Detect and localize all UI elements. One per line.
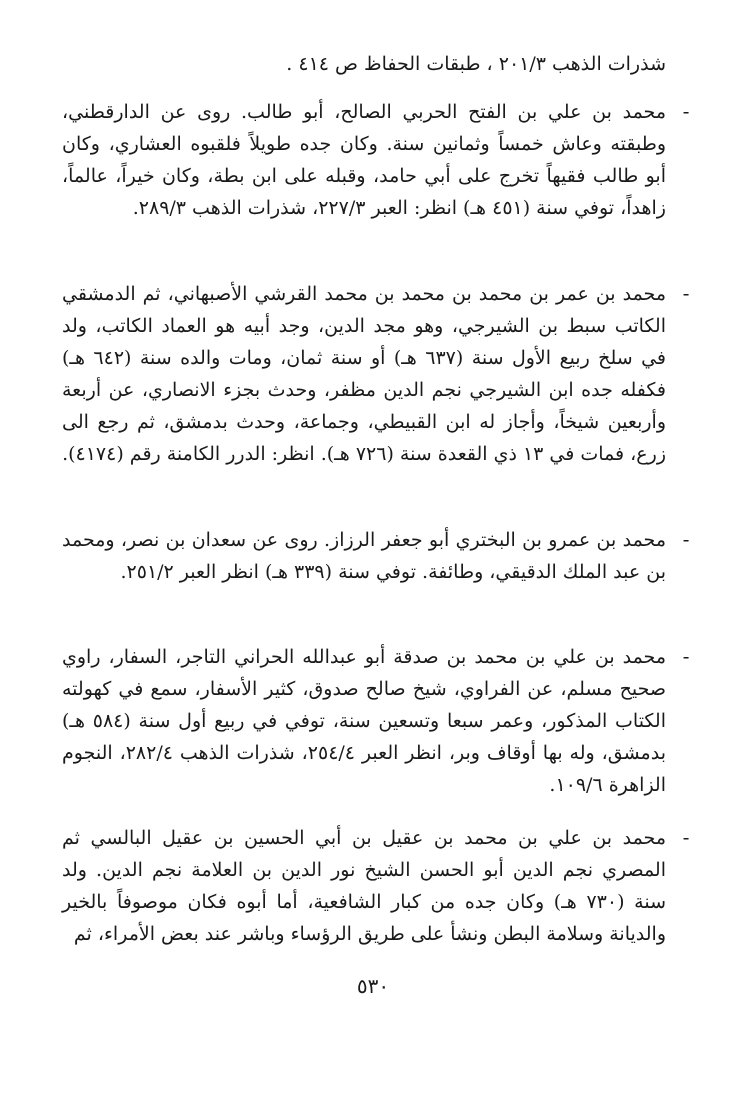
entry-text: محمد بن علي بن الفتح الحربي الصالح، أبو طالب. روى عن الدارقطني، وطبقته وعاش خمساً وثمانين سنة. وكان جده طويلاً فلقبوه العشاري، وكان أبو طالب فقيهاً تخرج على أبي حامد، وقبله على ابن بطة، وكان خيراً، عالماً، زاهداً، توفي سنة (٤٥١ هـ) انظر: العبر ٢٢٧/٣، شذرات الذهب ٢٨٩/٣.: [62, 101, 666, 219]
biography-entry: [62, 278, 690, 470]
entry-text: محمد بن عمرو بن البختري أبو جعفر الرزاز. روى عن سعدان بن نصر، ومحمد بن عبد الملك الدقيقي، وطائفة. توفي سنة (٣٣٩ هـ) انظر العبر ٢٥١/٢.: [62, 529, 666, 583]
biography-entry: [62, 641, 690, 801]
entry-marker: -: [682, 101, 690, 123]
entry-marker: -: [682, 529, 690, 551]
biography-entry: [62, 524, 690, 588]
continuation-line: شذرات الذهب ٢٠١/٣ ، طبقات الحفاظ ص ٤١٤ .: [286, 53, 666, 75]
page-number: ٥٣٠: [356, 974, 390, 998]
entry-text: محمد بن عمر بن محمد بن محمد بن محمد القرشي الأصبهاني، ثم الدمشقي الكاتب سبط بن الشيرجي، وهو مجد الدين، وجد أبيه هو العماد الكاتب، ولد في سلخ ربيع الأول سنة (٦٣٧ هـ) أو سنة ثمان، ومات والده سنة (٦٤٢ هـ) فكفله جده ابن الشيرجي نجم الدين مظفر، وحدث بجزء الانصاري، عن أربعة وأربعين شيخاً، وأجاز له ابن القبيطي، وجماعة، وحدث بدمشق، ثم رجع الى زرع، فمات في ١٣ ذي القعدة سنة (٧٢٦ هـ). انظر: الدرر الكامنة رقم (٤١٧٤).: [62, 283, 666, 465]
entry-marker: -: [682, 646, 690, 668]
entry-text: محمد بن علي بن محمد بن صدقة أبو عبدالله الحراني التاجر، السفار، راوي صحيح مسلم، عن الفراوي، شيخ صالح صدوق، كثير الأسفار، سمع في كهولته الكتاب المذكور، وعمر سبعا وتسعين سنة، توفي في ربيع أول سنة (٥٨٤ هـ) بدمشق، وله بها أوقاف وبر، انظر العبر ٢٥٤/٤، شذرات الذهب ٢٨٢/٤، النجوم الزاهرة ١٠٩/٦.: [62, 646, 666, 796]
biography-entry: [62, 822, 690, 950]
entry-marker: -: [682, 283, 690, 305]
entry-marker: -: [682, 827, 690, 849]
biography-entry: [62, 96, 690, 224]
entry-text: محمد بن علي بن محمد بن عقيل بن أبي الحسين بن عقيل البالسي ثم المصري نجم الدين أبو الحسن الشيخ نور الدين بن العلامة نجم الدين. ولد سنة (٧٣٠ هـ) وكان جده من كبار الشافعية، أما أبوه فكان موصوفاً بالخير والديانة وسلامة البطن ونشأ على طريق الرؤساء وباشر عند بعض الأمراء، ثم: [62, 827, 666, 945]
